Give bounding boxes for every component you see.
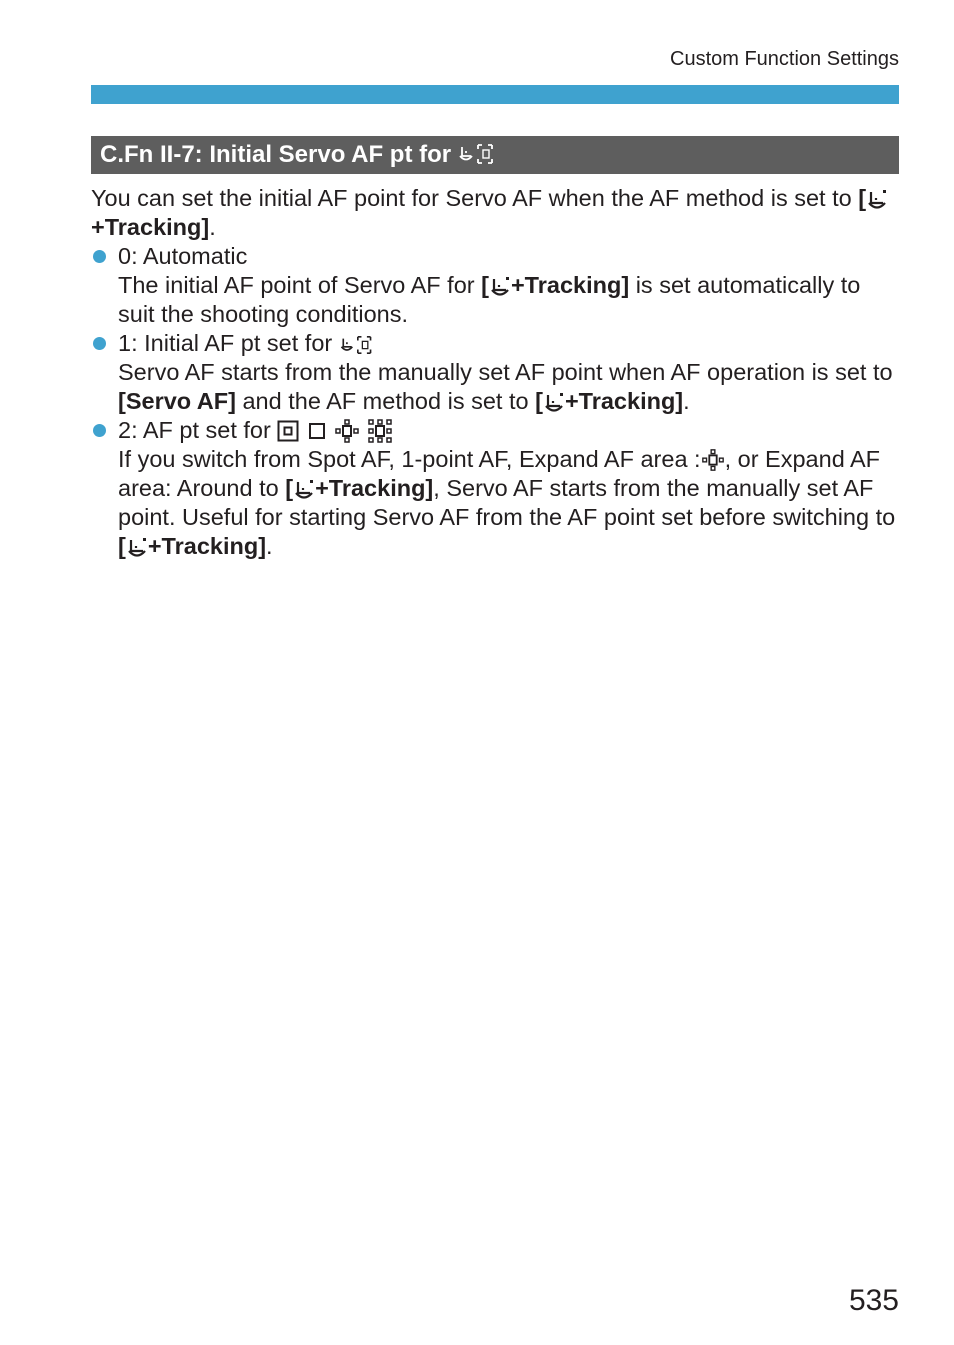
expand-af-area-around-icon (367, 418, 393, 444)
manual-af-point-icon (458, 143, 494, 165)
option-label: 2: AF pt set for (118, 416, 901, 445)
option-label: 1: Initial AF pt set for (118, 329, 901, 358)
section-title: C.Fn II-7: Initial Servo AF pt for (100, 141, 452, 168)
face-tracking-icon (489, 275, 511, 297)
spot-af-icon (277, 420, 299, 442)
intro-paragraph: You can set the initial AF point for Servo AF when the AF method is set to [+Tracking]. (91, 184, 901, 242)
bullet-dot (93, 424, 106, 437)
face-tracking-icon (543, 391, 565, 413)
option-af-pt-set (91, 416, 901, 561)
header-accent-bar (91, 85, 899, 104)
page-number: 535 (848, 1284, 899, 1317)
section-header-label: Custom Function Settings (670, 48, 899, 70)
face-tracking-icon (866, 188, 888, 210)
option-description: If you switch from Spot AF, 1-point AF, Expand AF area : , or Expand AF area: Around to [ +Tracking], Servo AF starts from the manually set AF point. Useful for starting Servo AF from the AF point set before switching to [ +Tracking]. (118, 446, 896, 559)
face-tracking-icon (126, 536, 148, 558)
bullet-dot (93, 250, 106, 263)
face-tracking-icon (293, 478, 315, 500)
page-body (91, 184, 901, 561)
bullet-dot (93, 337, 106, 350)
expand-af-area-icon (334, 418, 360, 444)
option-initial-af-pt (91, 329, 901, 416)
option-description: The initial AF point of Servo AF for [ +Tracking] is set automatically to suit the shooting conditions. (118, 272, 861, 327)
option-automatic (91, 242, 901, 329)
manual-af-point-icon (339, 335, 373, 355)
option-description: Servo AF starts from the manually set AF point when AF operation is set to [Servo AF] and the AF method is set to [ +Tracking]. (118, 359, 893, 414)
one-point-af-icon (306, 420, 328, 442)
section-title-bar (91, 136, 899, 174)
expand-af-area-icon (701, 448, 725, 472)
option-label: 0: Automatic (118, 243, 248, 269)
